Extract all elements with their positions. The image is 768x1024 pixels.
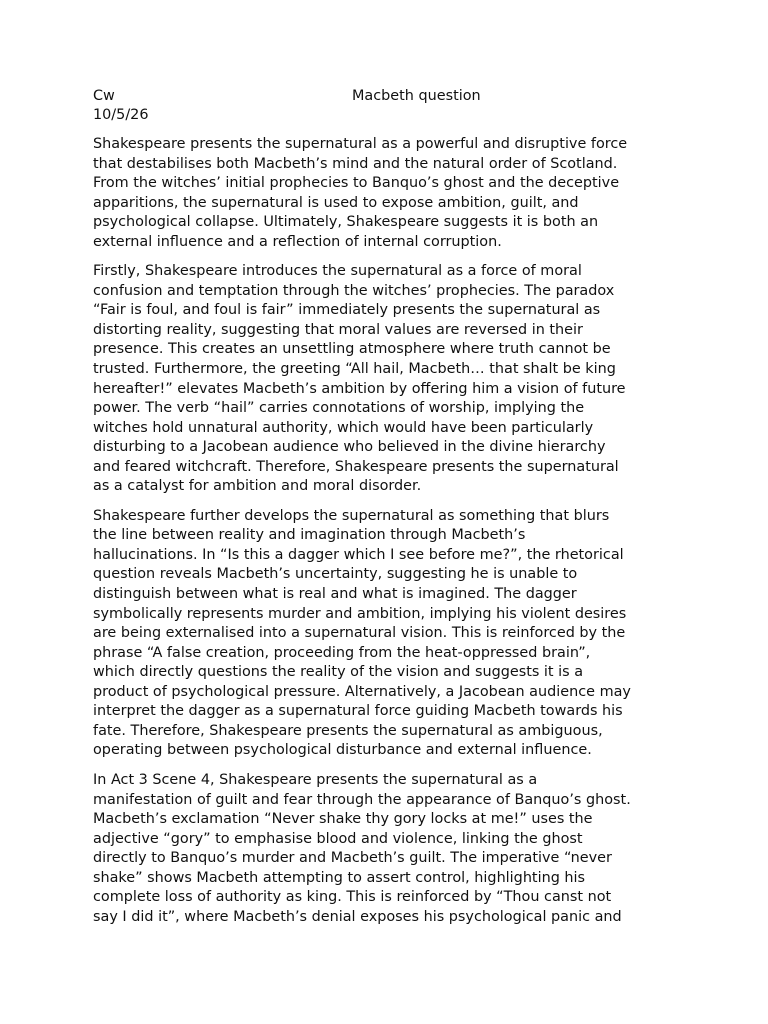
paragraph-banquo-ghost: In Act 3 Scene 4, Shakespeare presents the supernatural as a manifestation of guilt and fear through the appearance of Banquo’s ghost. Macbeth’s exclamation “Never shake thy gory locks at me!” uses the adjective “gory” to emphasise blood and violence, linking the ghost directly to Banquo’s murder and Macbeth’s guilt. The imperative “never shake” shows Macbeth attempting to assert control, highlighting his complete loss of authority as king. This is reinforced by “Thou canst not say I did it”, where Macbeth’s denial exposes his psychological panic and bbox=[93, 771, 631, 925]
essay-body bbox=[93, 135, 683, 937]
author-name: Cw bbox=[93, 88, 115, 104]
document-title: Macbeth question bbox=[352, 88, 481, 104]
document-date: 10/5/26 bbox=[93, 107, 149, 123]
paragraph-introduction: Shakespeare presents the supernatural as a powerful and disruptive force that destabilises both Macbeth’s mind and the natural order of Scotland. From the witches’ initial prophecies to Banquo’s ghost and the deceptive apparitions, the supernatural is used to expose ambition, guilt, and psychological collapse. Ultimately, Shakespeare suggests it is both an external influence and a reflection of internal corruption. bbox=[93, 136, 628, 250]
paragraph-witches: Firstly, Shakespeare introduces the supernatural as a force of moral confusion and temptation through the witches’ prophecies. The paradox “Fair is foul, and foul is fair” immediately presents the supernatural as distorting reality, suggesting that moral values are reversed in their presence. This creates an unsettling atmosphere where truth cannot be trusted. Furthermore, the greeting “All hail, Macbeth… that shalt be king hereafter!” elevates Macbeth’s ambition by offering him a vision of future power. The verb “hail” carries connotations of worship, implying the witches hold unnatural authority, which would have been particularly disturbing to a Jacobean audience who believed in the divine hierarchy and feared witchcraft. Therefore, Shakespeare presents the supernatural as a catalyst for ambition and moral disorder. bbox=[93, 263, 626, 495]
paragraph-dagger: Shakespeare further develops the supernatural as something that blurs the line between reality and imagination through Macbeth’s hallucinations. In “Is this a dagger which I see before me?”, the rhetorical question reveals Macbeth’s uncertainty, suggesting he is unable to distinguish between what is real and what is imagined. The dagger symbolically represents murder and ambition, implying his violent desires are being externalised into a supernatural vision. This is reinforced by the phrase “A false creation, proceeding from the heat-oppressed brain”, which directly questions the reality of the vision and suggests it is a product of psychological pressure. Alternatively, a Jacobean audience may interpret the dagger as a supernatural force guiding Macbeth towards his fate. Therefore, Shakespeare presents the supernatural as ambiguous, operating between psychological disturbance and external influence. bbox=[93, 507, 631, 759]
